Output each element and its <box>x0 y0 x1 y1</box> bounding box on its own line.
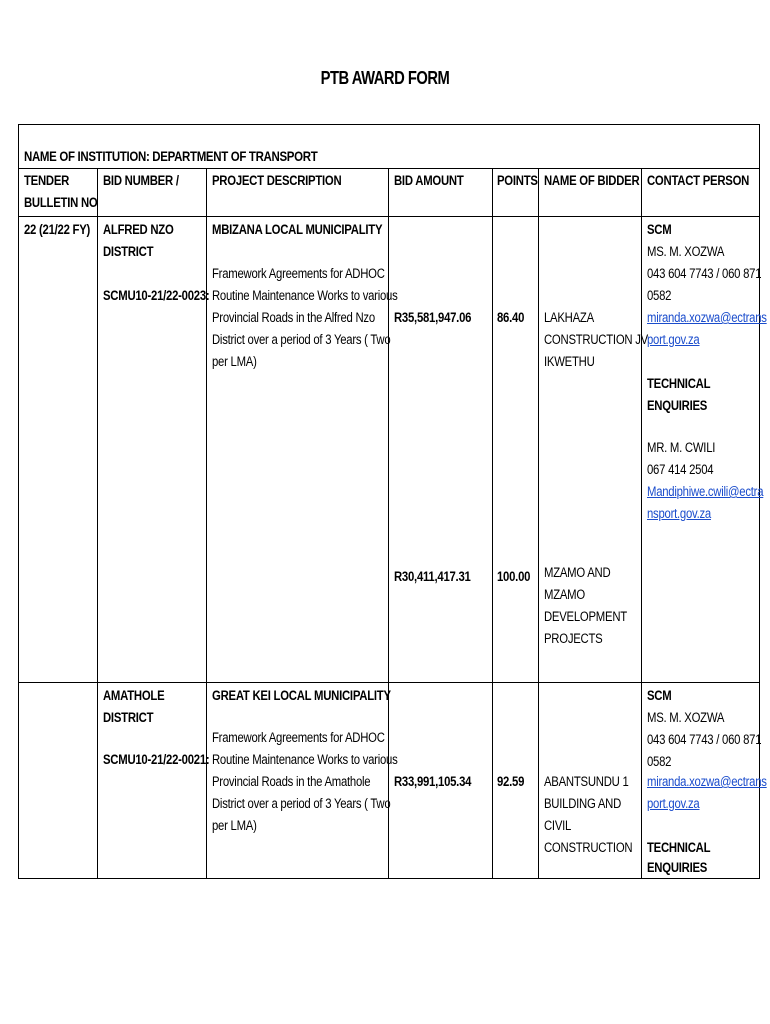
contact-email-link[interactable]: miranda.xozwa@ectrans <box>647 310 767 325</box>
header-contact-person: CONTACT PERSON <box>647 173 750 188</box>
header-points: POINTS <box>497 173 538 188</box>
bid-amount: R35,581,947.06 <box>394 310 472 325</box>
bid-points: 86.40 <box>497 310 525 325</box>
row-divider <box>18 216 760 217</box>
page-title: PTB AWARD FORM <box>320 68 450 88</box>
project-description-line: per LMA) <box>212 354 257 369</box>
contact-phone: 0582 <box>647 754 672 769</box>
bid-points: 92.59 <box>497 774 525 789</box>
header-divider <box>18 168 760 169</box>
municipality-name: MBIZANA LOCAL MUNICIPALITY <box>212 222 383 237</box>
contact-email-link[interactable]: miranda.xozwa@ectrans <box>647 774 767 789</box>
contact-scm-label: SCM <box>647 222 672 237</box>
column-divider <box>206 168 207 879</box>
project-description-line: District over a period of 3 Years ( Two <box>212 796 391 811</box>
bid-amount: R33,991,105.34 <box>394 774 472 789</box>
header-tender: TENDER <box>24 173 70 188</box>
technical-enquiries-label: TECHNICAL <box>647 376 711 391</box>
bidder-name-line: BUILDING AND <box>544 796 622 811</box>
row-divider <box>18 682 760 683</box>
contact-phone: 043 604 7743 / 060 871 <box>647 266 762 281</box>
column-divider <box>97 168 98 879</box>
district-name: ALFRED NZO <box>103 222 174 237</box>
project-description-line: Provincial Roads in the Amathole <box>212 774 371 789</box>
technical-enquiries-label: ENQUIRIES <box>647 398 708 413</box>
district-name: DISTRICT <box>103 244 154 259</box>
header-bid-amount: BID AMOUNT <box>394 173 464 188</box>
contact-name: MR. M. CWILI <box>647 440 716 455</box>
institution-name: NAME OF INSTITUTION: DEPARTMENT OF TRANSPORT <box>24 148 318 164</box>
technical-enquiries-label: TECHNICAL <box>647 840 711 855</box>
bidder-name-line: ABANTSUNDU 1 <box>544 774 629 789</box>
project-description-line: Provincial Roads in the Alfred Nzo <box>212 310 375 325</box>
column-divider <box>492 168 493 879</box>
contact-phone: 043 604 7743 / 060 871 <box>647 732 762 747</box>
contact-email-link[interactable]: port.gov.za <box>647 332 700 347</box>
contact-email-link[interactable]: nsport.gov.za <box>647 506 711 521</box>
district-name: AMATHOLE <box>103 688 165 703</box>
project-description-line: Framework Agreements for ADHOC <box>212 730 385 745</box>
technical-enquiries-label: ENQUIRIES <box>647 860 708 875</box>
bid-number: SCMU10-21/22-0021: <box>103 752 210 767</box>
bidder-name-line: CIVIL <box>544 818 572 833</box>
header-project-description: PROJECT DESCRIPTION <box>212 173 342 188</box>
municipality-name: GREAT KEI LOCAL MUNICIPALITY <box>212 688 391 703</box>
bidder-name-line: CONSTRUCTION JV <box>544 332 648 347</box>
bidder-name-line: LAKHAZA <box>544 310 594 325</box>
column-divider <box>388 168 389 879</box>
bid-points: 100.00 <box>497 569 531 584</box>
bidder-name-line: IKWETHU <box>544 354 595 369</box>
bidder-name-line: DEVELOPMENT <box>544 609 627 624</box>
header-bid-number: BID NUMBER / <box>103 173 179 188</box>
project-description-line: per LMA) <box>212 818 257 833</box>
header-bulletin-no: BULLETIN NO <box>24 195 98 210</box>
bidder-name-line: PROJECTS <box>544 631 603 646</box>
column-divider <box>641 168 642 879</box>
contact-phone: 0582 <box>647 288 672 303</box>
column-divider <box>538 168 539 879</box>
contact-email-link[interactable]: Mandiphiwe.cwili@ectra <box>647 484 764 499</box>
project-description-line: Routine Maintenance Works to various <box>212 288 398 303</box>
project-description-line: Framework Agreements for ADHOC <box>212 266 385 281</box>
bid-amount: R30,411,417.31 <box>394 569 471 584</box>
bid-number: SCMU10-21/22-0023: <box>103 288 210 303</box>
bulletin-number: 22 (21/22 FY) <box>24 222 91 237</box>
contact-scm-label: SCM <box>647 688 672 703</box>
contact-name: MS. M. XOZWA <box>647 710 725 725</box>
project-description-line: Routine Maintenance Works to various <box>212 752 398 767</box>
contact-name: MS. M. XOZWA <box>647 244 725 259</box>
contact-email-link[interactable]: port.gov.za <box>647 796 700 811</box>
bidder-name-line: MZAMO AND <box>544 565 611 580</box>
contact-phone: 067 414 2504 <box>647 462 714 477</box>
header-name-of-bidder: NAME OF BIDDER <box>544 173 640 188</box>
district-name: DISTRICT <box>103 710 154 725</box>
project-description-line: District over a period of 3 Years ( Two <box>212 332 391 347</box>
bidder-name-line: MZAMO <box>544 587 585 602</box>
bidder-name-line: CONSTRUCTION <box>544 840 633 855</box>
